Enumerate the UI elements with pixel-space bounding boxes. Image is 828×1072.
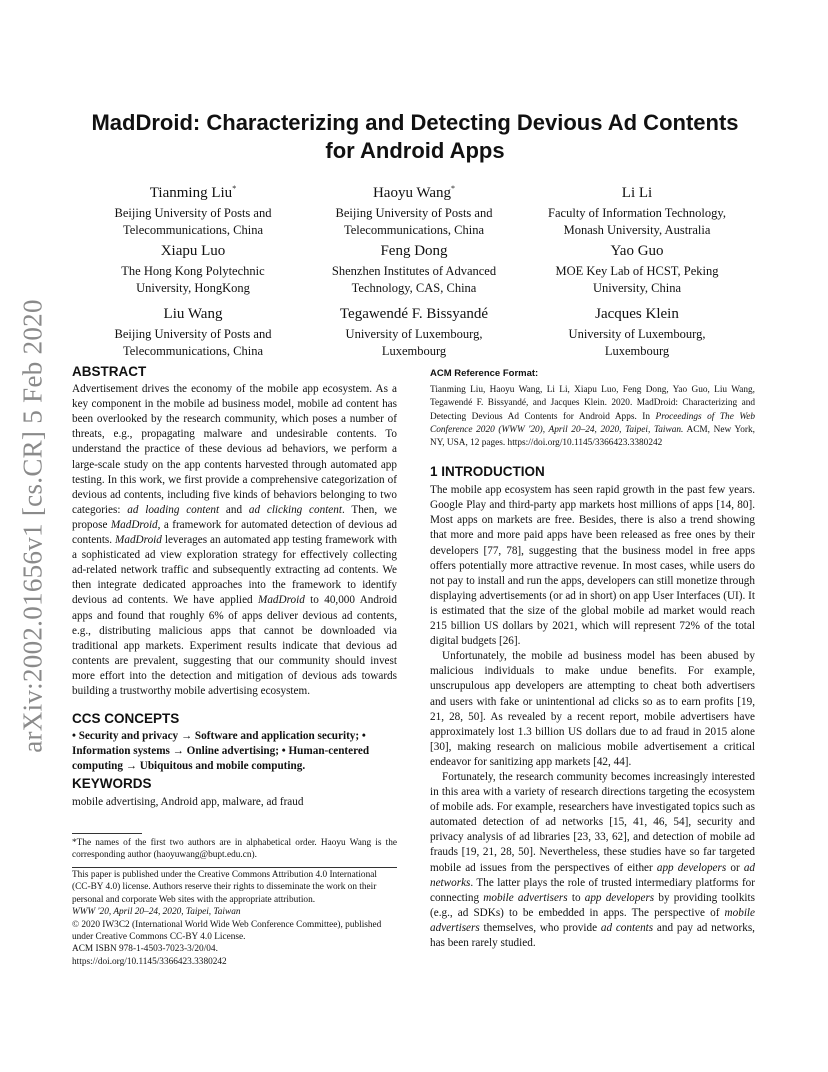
author-name: Jacques Klein [595,306,679,322]
author-block [522,242,752,296]
author-affiliation: Beijing University of Posts and [114,206,272,220]
author-name: Tianming Liu [149,185,233,201]
doi-text: https://doi.org/10.1145/3366423.3380242 [72,956,227,967]
author-footnote: *The names of the first two authors are in alphabetical order. Haoyu Wang is the corresponding author (haoyuwang@bupt.edu.cn). [72,838,397,861]
author-block [299,180,529,238]
acm-ref-heading: ACM Reference Format: [430,368,539,379]
author-name: Li Li [621,185,653,201]
ccs-heading: CCS CONCEPTS [72,711,180,727]
author-affiliation: Beijing University of Posts and [335,206,493,220]
author-name: Tegawendé F. Bissyandé [339,306,489,322]
author-mark: * [451,184,456,193]
author-name: Haoyu Wang [372,185,452,201]
abstract-text: Advertisement drives the economy of the mobile app ecosystem. As a key component in the mobile ad business model, mobile ad content has been overlooked by the research community, which poses a number of threats, e.g., propagating malware and undesirable contents. To understand the practice of these devious ad behaviors, we perform a large-scale study on the app contents harvested through automated app testing. In this work, we first provide a comprehensive categorization of devious ad contents, including five kinds of behaviors belonging to two categories: ad loading content and ad clicking content. Then, we propose MadDroid, a framework for automated detection of devious ad contents. MadDroid leverages an automated app testing framework with a sophisticated ad view exploration strategy for effectively collecting ad-related network traffic and subsequently extracting ad contents. We then integrate dedicated approaches into the framework to identify devious ad contents. We have applied MadDroid to 40,000 Android apps and found that roughly 6% of apps deliver devious ad contents, e.g., distributing malicious apps that cannot be downloaded via traditional app markets. Experiment results indicate that devious ad contents are prevalent, suggesting that our community should invest more effort into the detection and mitigation of devious ads towards building a trustworthy mobile advertising ecosystem. [72,383,398,697]
right-column [430,366,755,951]
arxiv-identifier: arXiv:2002.01656v1 [cs.CR] 5 Feb 2020 [17,299,48,753]
author-block [78,180,308,238]
author-affiliation: University, China [592,280,682,295]
ccs-text: • Security and privacy → Software and application security; • Information systems → Online advertising; • Human-centered computing → Ubiquitous and mobile computing. [72,730,370,773]
author-affiliation: The Hong Kong Polytechnic [121,264,265,278]
isbn-text: ACM ISBN 978-1-4503-7023-3/20/04. [72,944,218,955]
author-block [299,242,529,296]
title-line-2: for Android Apps [325,138,505,163]
arxiv-sidebar [10,292,56,760]
author-affiliation: Monash University, Australia [563,222,711,237]
abstract-heading: ABSTRACT [72,364,147,379]
keywords-text: mobile advertising, Android app, malware, ad fraud [72,795,304,808]
paper-title [70,109,760,165]
copyright-text: © 2020 IW3C2 (International World Wide Web Conference Committee), published under Creative Commons CC-BY 4.0 License. [72,919,382,943]
author-affiliation: Beijing University of Posts and [114,327,272,341]
author-name: Xiapu Luo [160,243,226,259]
acm-ref-text: Tianming Liu, Haoyu Wang, Li Li, Xiapu Luo, Feng Dong, Yao Guo, Liu Wang, Tegawendé F. Bissyandé, and Jacques Klein. 2020. MadDroid: Characterizing and Detecting Devious Ad Contents for Android Apps. In Proceedings of The Web Conference 2020 (WWW '20), April 20–24, 2020, Taipei, Taiwan. ACM, New York, NY, USA, 12 pages. https://doi.org/10.1145/3366423.3380242 [430,385,755,448]
author-affiliation: Luxembourg [381,343,447,358]
intro-paragraph-2: Unfortunately, the mobile ad business model has been abused by malicious individuals to make undue benefits. For example, unscrupulous app developers are attempting to cheat both advertisers and users with fake or unintentional ad clicks so as to earn profits [19, 21, 28, 50]. As revealed by a recent report, mobile advertisers have approximately lost 1.3 billion US dollars due to ad fraud in 2015 alone [30], making research on malicious mobile advertisement a critical endeavor for sanitizing app markets [42, 44]. [430,650,755,768]
title-line-1: MadDroid: Characterizing and Detecting Devious Ad Contents [91,110,739,135]
author-affiliation: University, HongKong [136,280,250,295]
author-affiliation: Telecommunications, China [122,222,264,237]
license-block [72,869,397,968]
author-affiliation: University of Luxembourg, [345,327,483,341]
author-affiliation: Faculty of Information Technology, [548,206,726,220]
author-block [78,242,308,296]
author-block [299,305,529,359]
conference-info: WWW '20, April 20–24, 2020, Taipei, Taiwan [72,907,241,918]
author-affiliation: Technology, CAS, China [351,280,477,295]
footnote-rule [72,833,142,834]
keywords-heading: KEYWORDS [72,776,152,792]
license-text: This paper is published under the Creative Commons Attribution 4.0 International (CC-BY 4.0) license. Authors reserve their rights to disseminate the work on their personal and corporate Web sites with the appropriate attribution. [72,870,377,905]
author-block [78,305,308,359]
author-affiliation: Luxembourg [604,343,670,358]
author-affiliation: Telecommunications, China [122,343,264,358]
license-rule [72,867,397,868]
author-affiliation: MOE Key Lab of HCST, Peking [555,264,719,278]
author-mark: * [232,184,237,193]
intro-paragraph-3: Fortunately, the research community becomes increasingly interested in this area with a variety of research directions targeting the ecosystem of mobile ads. For example, researchers have investigated topics such as automated detection of ad networks [15, 41, 46, 54], security and privacy analysis of ad libraries [23, 33, 62], and detection of mobile ad frauds [19, 21, 28, 50]. Nevertheless, these studies have so far targeted mobile ad issues from the perspectives of either app developers or ad networks. The latter plays the role of trusted intermediary platforms for connecting mobile advertisers to app developers by providing toolkits (e.g., ad SDKs) to be embedded in apps. The perspective of mobile advertisers themselves, who provide ad contents and pay ad networks, has been rarely studied. [430,770,756,950]
author-affiliation: University of Luxembourg, [568,327,706,341]
intro-heading: 1 INTRODUCTION [430,464,545,480]
author-affiliation: Telecommunications, China [343,222,485,237]
left-column [72,364,397,810]
author-name: Feng Dong [380,243,448,259]
author-block [522,305,752,359]
author-name: Liu Wang [163,306,223,322]
author-affiliation: Shenzhen Institutes of Advanced [331,264,497,278]
intro-paragraph-1: The mobile app ecosystem has seen rapid growth in the past few years. Google Play and third-party app markets host millions of apps [14, 80]. Most apps on markets are free. Besides, there is also a trend showing that more and more paid apps have been released as free ones by their developers [77, 78], suggesting that the business model in free apps offers potentially more attractive revenue. In most cases, while users do not pay to install and run the apps, developers can still monetize through displaying advertisements (or ad in short) on app User Interfaces (UI). It is estimated that the size of the global mobile ad market would reach 215 billion US dollars by 2021, which will represent 72% of the total digital budgets [26]. [430,484,755,648]
author-block [522,180,752,238]
author-name: Yao Guo [610,243,664,259]
